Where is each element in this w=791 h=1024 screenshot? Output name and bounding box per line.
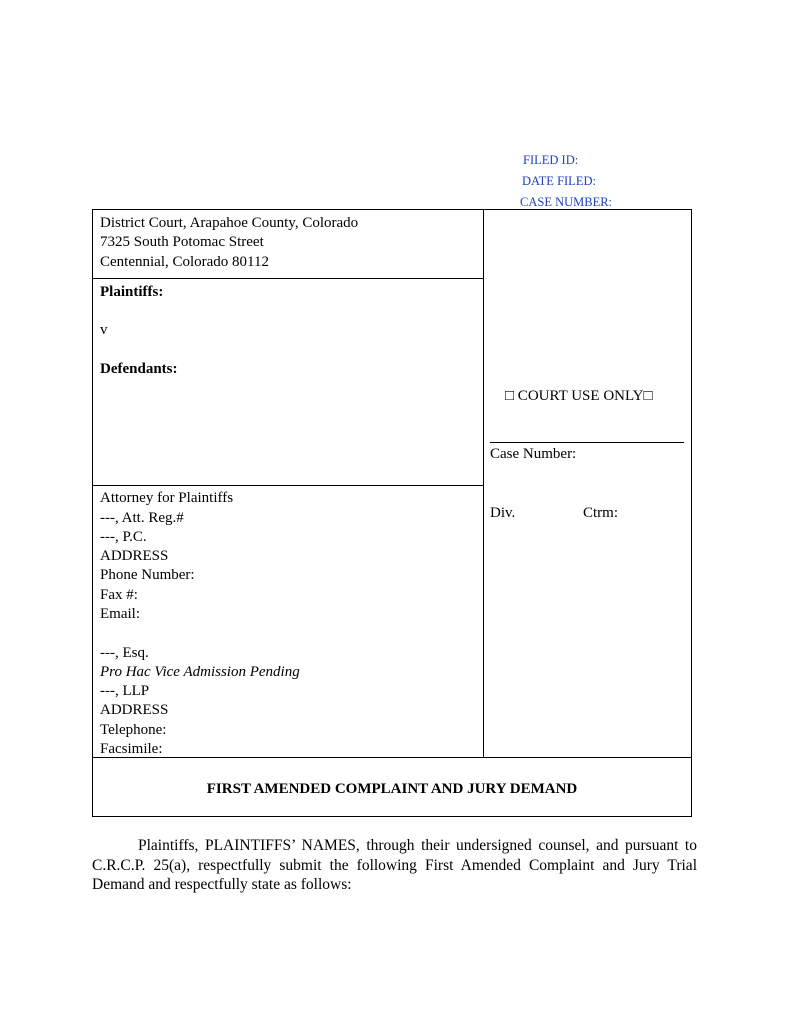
defendants-label: Defendants: <box>100 361 178 377</box>
court-info-divider <box>93 278 483 279</box>
attorney-email: Email: <box>100 606 140 622</box>
co-counsel-name: ---, Esq. <box>100 645 149 661</box>
attorney-reg: ---, Att. Reg.# <box>100 510 184 526</box>
co-counsel-facsimile: Facsimile: <box>100 741 163 757</box>
co-counsel-firm: ---, LLP <box>100 683 150 699</box>
co-counsel-address: ADDRESS <box>100 702 169 718</box>
caption-box <box>92 209 692 817</box>
filed-id-label: FILED ID: <box>523 153 579 167</box>
attorney-fax: Fax #: <box>100 587 138 603</box>
date-filed-label: DATE FILED: <box>522 174 596 188</box>
case-number-label: Case Number: <box>490 446 577 462</box>
co-counsel-telephone: Telephone: <box>100 722 167 738</box>
attorney-firm: ---, P.C. <box>100 529 147 545</box>
case-number-rule <box>490 442 684 443</box>
attorney-address: ADDRESS <box>100 548 169 564</box>
document-title: FIRST AMENDED COMPLAINT AND JURY DEMAND <box>206 781 578 797</box>
versus-label: v <box>100 322 108 338</box>
plaintiffs-label: Plaintiffs: <box>100 284 164 300</box>
caption-column-divider <box>483 210 484 757</box>
court-use-only-label: □ COURT USE ONLY□ <box>505 388 653 404</box>
court-street: 7325 South Potomac Street <box>100 234 264 250</box>
attorney-heading: Attorney for Plaintiffs <box>100 490 234 506</box>
case-number-stamp-label: CASE NUMBER: <box>520 195 613 209</box>
courtroom-label: Ctrm: <box>583 505 619 521</box>
division-label: Div. <box>490 505 516 521</box>
pro-hac-vice-note: Pro Hac Vice Admission Pending <box>100 664 300 680</box>
parties-divider <box>93 485 483 486</box>
title-divider <box>93 757 691 758</box>
intro-paragraph: Plaintiffs, PLAINTIFFS’ NAMES, through their undersigned counsel, and pursuant to C.R.C.P. 25(a), respectfully submit the following First Amended Complaint and Jury Trial Demand and respectfully state as follows: <box>92 837 697 894</box>
attorney-phone: Phone Number: <box>100 567 195 583</box>
court-name: District Court, Arapahoe County, Colorado <box>100 215 359 231</box>
filing-stamp <box>520 150 612 213</box>
court-city: Centennial, Colorado 80112 <box>100 254 269 270</box>
